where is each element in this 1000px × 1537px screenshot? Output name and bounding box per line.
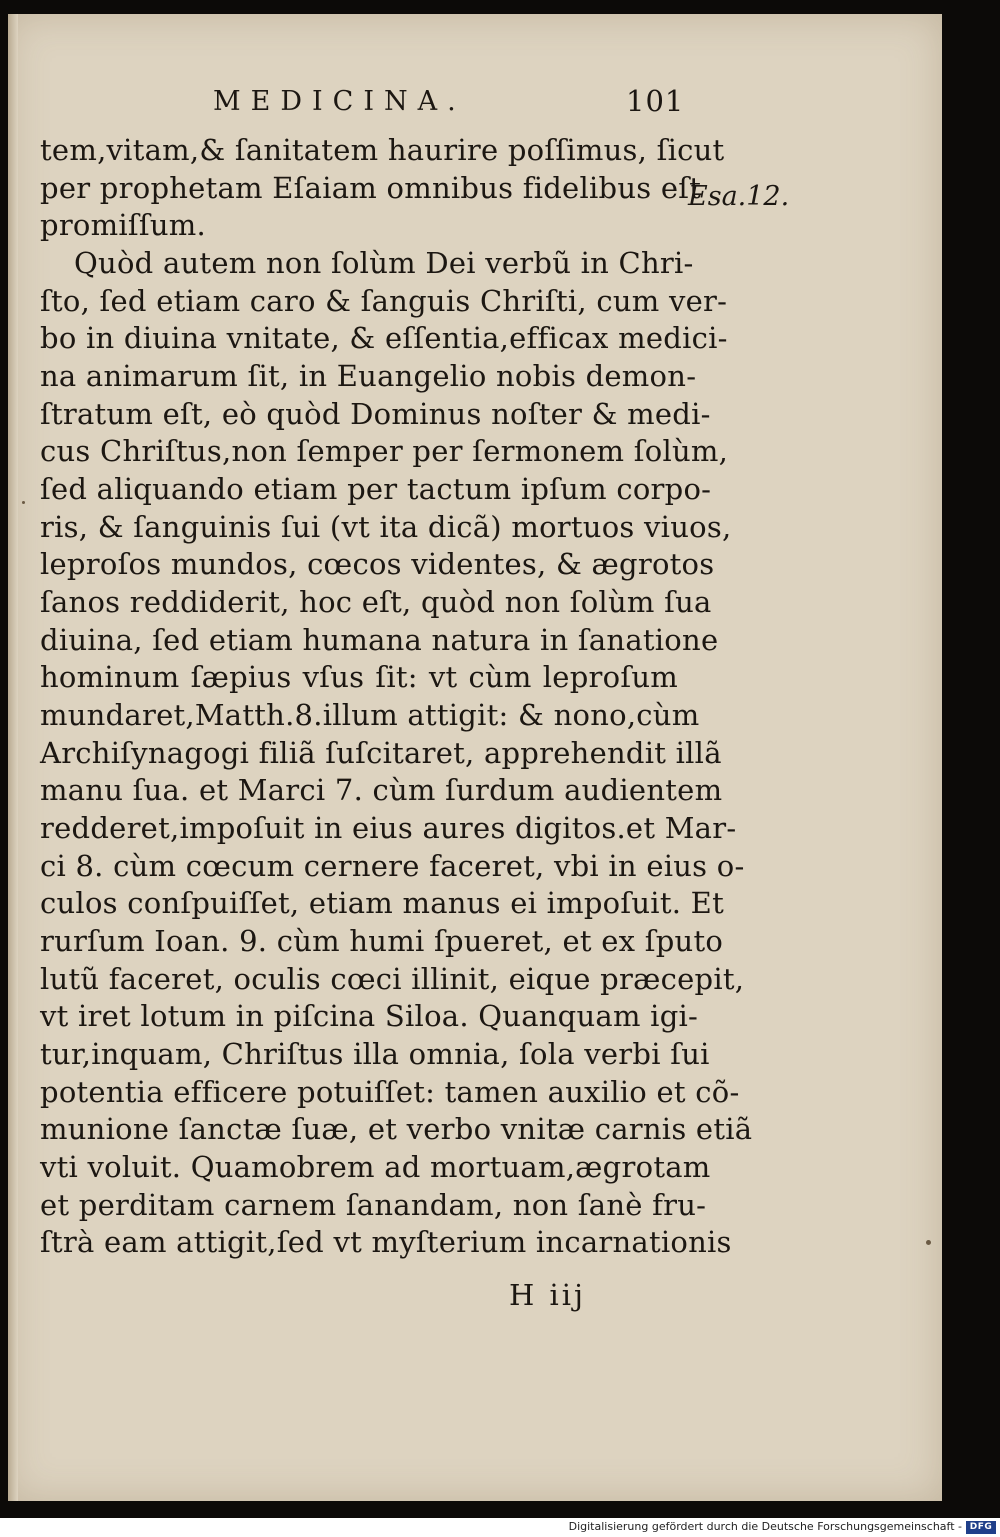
text-line: vt iret lotum in piſcina Siloa. Quanquam igi-: [40, 999, 699, 1034]
text-line: mundaret,Matth.8.illum attigit: & nono,cùm: [40, 698, 700, 733]
footer-bar: [0, 1518, 1000, 1537]
text-line: Archiſynagogi filiã ſuſcitaret, apprehendit illã: [40, 735, 722, 770]
text-line: redderet,impoſuit in eius aures digitos.et Mar-: [40, 811, 737, 846]
text-line: ſto, ſed etiam caro & ſanguis Chriſti, cum ver-: [40, 283, 728, 318]
text-line: munione ſanctæ ſuæ, et verbo vnitæ carnis etiã: [40, 1112, 753, 1147]
page-gutter-shadow: [8, 14, 18, 1501]
text-line: manu ſua. et Marci 7. cùm ſurdum audientem: [40, 773, 723, 808]
text-line: tur,inquam, Chriſtus illa omnia, ſola verbi ſui: [40, 1037, 710, 1072]
text-line: bo in diuina vnitate, & eſſentia,efficax medici-: [40, 321, 728, 356]
text-line: cus Chriſtus,non ſemper per ſermonem ſolùm,: [40, 434, 729, 469]
text-line: et perditam carnem ſanandam, non ſanè fru-: [40, 1187, 707, 1222]
text-line: ſed aliquando etiam per tactum ipſum corpo-: [40, 472, 712, 507]
text-line: promiſſum.: [40, 208, 207, 243]
text-line: tem,vitam,& ſanitatem haurire poſſimus, ſicut: [40, 133, 725, 167]
marginal-note: Esa.12.: [688, 181, 790, 212]
text-line: potentia efficere potuiſſet: tamen auxilio et cõ-: [40, 1074, 740, 1109]
paper-speck: [926, 1240, 931, 1245]
text-line: ſtratum eſt, eò quòd Dominus noſter & medi-: [40, 396, 711, 431]
text-line: per prophetam Eſaiam omnibus fidelibus eſt: [40, 170, 702, 205]
text-line: Quòd autem non ſolùm Dei verbũ in Chri-: [74, 246, 694, 281]
book-page: [8, 14, 942, 1501]
text-line: vti voluit. Quamobrem ad mortuam,ægrotam: [40, 1150, 711, 1185]
text-line: culos conſpuiſſet, etiam manus ei impoſuit. Et: [40, 886, 724, 921]
text-line: na animarum ſit, in Euangelio nobis demon-: [40, 359, 697, 394]
funding-credit: Digitalisierung gefördert durch die Deutsche Forschungsgemeinschaft -: [568, 1520, 962, 1533]
text-line: rurſum Ioan. 9. cùm humi ſpueret, et ex ſputo: [40, 924, 724, 959]
text-line: diuina, ſed etiam humana natura in ſanatione: [40, 622, 719, 657]
text-line: lutũ faceret, oculis cœci illinit, eique præcepit,: [40, 961, 745, 996]
running-head-title: MEDICINA.: [213, 86, 466, 117]
text-line: hominum ſæpius vſus ſit: vt cùm leproſum: [40, 660, 678, 695]
text-line: ci 8. cùm cœcum cernere faceret, vbi in eius o-: [40, 848, 745, 883]
signature-mark: H iij: [509, 1278, 587, 1312]
page-number: 101: [626, 84, 685, 118]
text-line: leproſos mundos, cœcos videntes, & ægrotos: [40, 547, 715, 582]
text-line: ris, & ſanguinis ſui (vt ita dicã) mortuos viuos,: [40, 509, 732, 544]
text-line: ſtrà eam attigit,ſed vt myſterium incarnationis: [40, 1225, 732, 1260]
dfg-logo: DFG: [966, 1521, 996, 1534]
text-line: ſanos reddiderit, hoc eſt, quòd non ſolùm ſua: [40, 585, 712, 620]
paper-speck: [22, 501, 25, 504]
